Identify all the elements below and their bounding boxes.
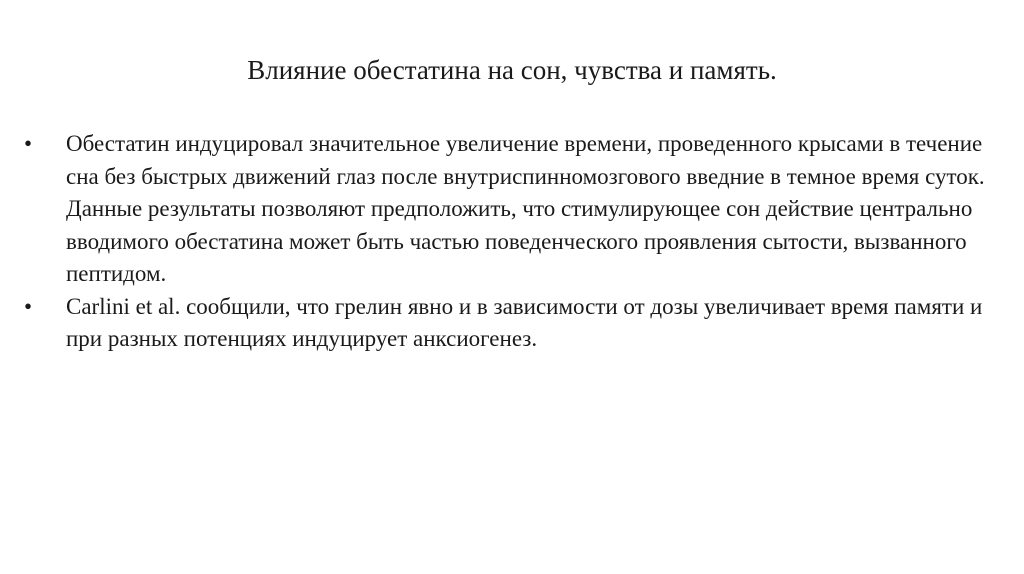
bullet-item-1 (24, 128, 1004, 291)
slide-title: Влияние обестатина на сон, чувства и память. (247, 55, 777, 85)
bullet-item-2 (24, 291, 1004, 356)
bullet-list (24, 128, 1004, 356)
bullet-icon: • (24, 131, 33, 156)
bullet-text: Carlini et al. сообщили, что грелин явно и в зависимости от дозы увеличивает время памяти и при разных потенциях индуцирует анксиогенез. (66, 293, 983, 351)
bullet-text: Обестатин индуцировал значительное увеличение времени, проведенного крысами в течение сна без быстрых движений глаз после внутриспинномозгового введние в темное время суток. Данные результаты позволяют предположить, что стимулирующее сон действие центрально вводимого обестатина может быть частью поведенческого проявления сытости, вызванного пептидом. (66, 131, 985, 286)
bullet-icon: • (24, 293, 33, 319)
